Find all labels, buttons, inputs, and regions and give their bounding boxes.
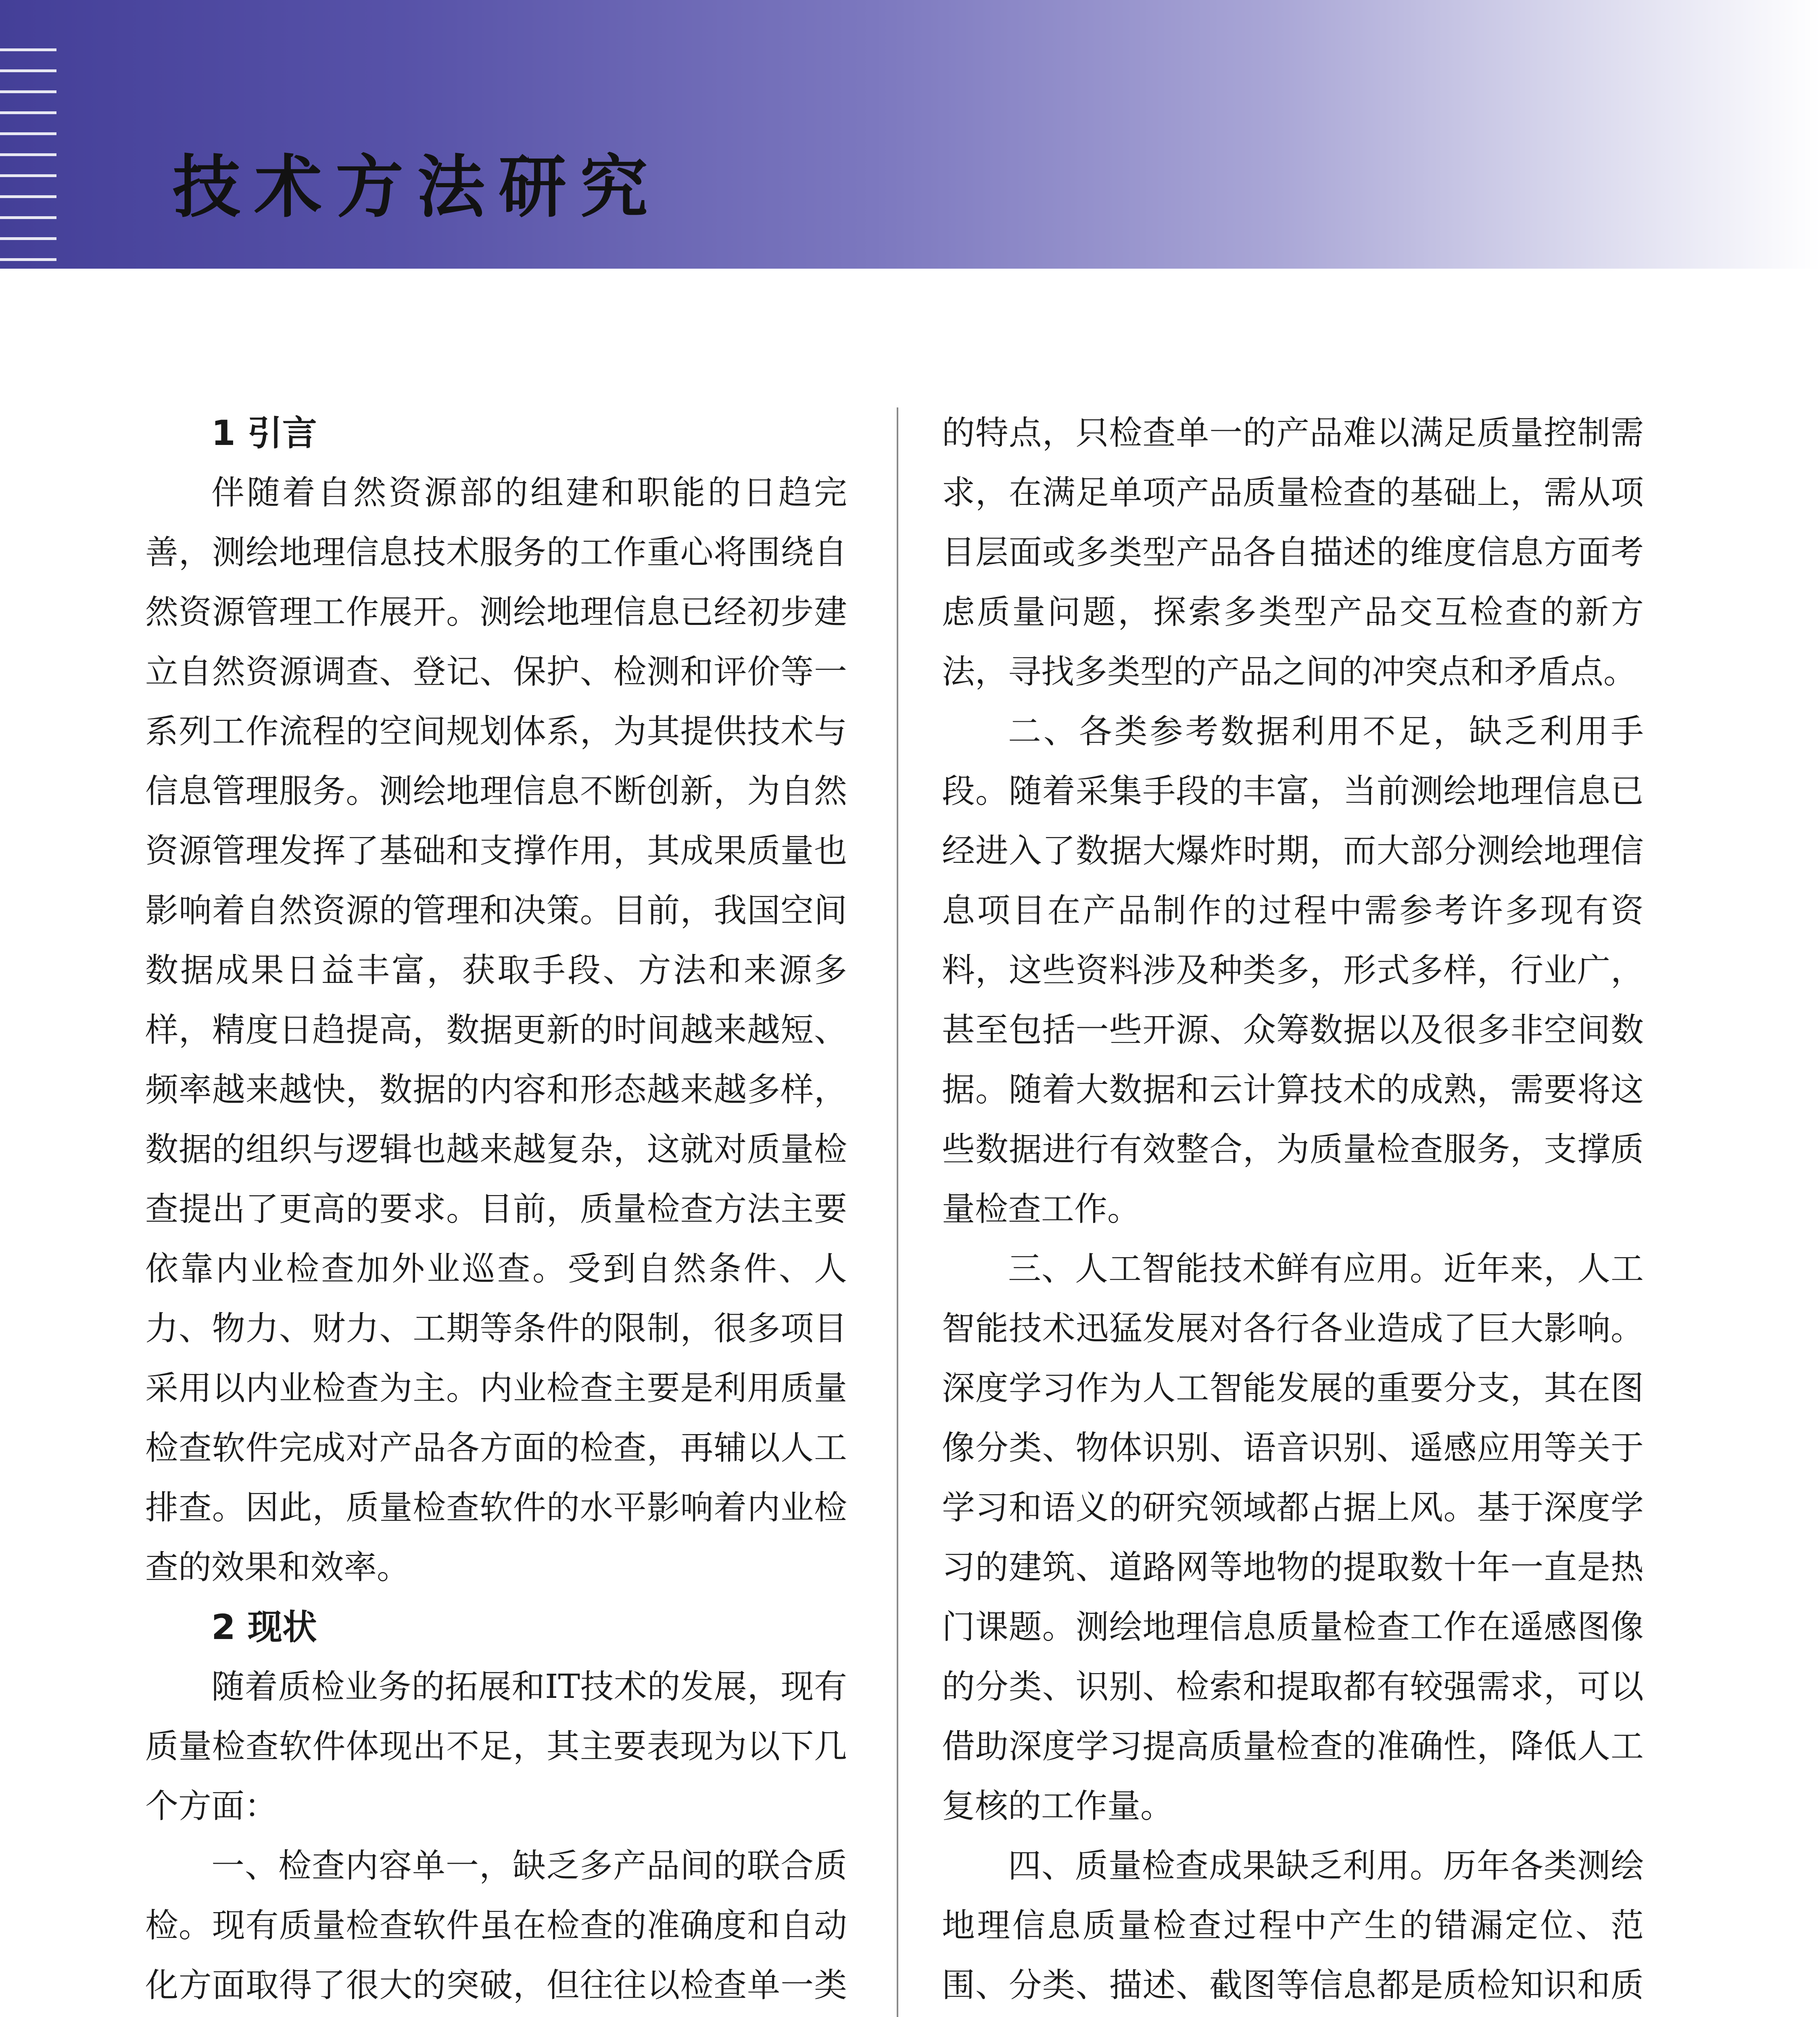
body-paragraph: 四、质量检查成果缺乏利用。历年各类测绘地理信息质量检查过程中产生的错漏定位、范围、分类、描述、截图等信息都是质检知识和质 [942, 1847, 1644, 2004]
right-column [942, 403, 1644, 2017]
section-heading: 1 引言 [211, 413, 317, 453]
body-paragraph: 三、人工智能技术鲜有应用。近年来，人工智能技术迅猛发展对各行各业造成了巨大影响。深度学习作为人工智能发展的重要分支，其在图像分类、物体识别、语音识别、遥感应用等关于学习和语义的研究领域都占据上风。基于深度学习的建筑、道路网等地物的提取数十年一直是热门课题。测绘地理信息质量检查工作在遥感图像的分类、识别、检索和提取都有较强需求，可以借助深度学习提高质量检查的准确性，降低人工复核的工作量。 [942, 1250, 1644, 1825]
body-paragraph: 二、各类参考数据利用不足，缺乏利用手段。随着采集手段的丰富，当前测绘地理信息已经进入了数据大爆炸时期，而大部分测绘地理信息项目在产品制作的过程中需参考许多现有资料，这些资料涉及种类多，形式多样，行业广，甚至包括一些开源、众筹数据以及很多非空间数据。随着大数据和云计算技术的成熟，需要将这些数据进行有效整合，为质量检查服务，支撑质量检查工作。 [942, 712, 1644, 1228]
header-banner [0, 0, 1820, 269]
body-paragraph: 伴随着自然资源部的组建和职能的日趋完善，测绘地理信息技术服务的工作重心将围绕自然资源管理工作展开。测绘地理信息已经初步建立自然资源调查、登记、保护、检测和评价等一系列工作流程的空间规划体系，为其提供技术与信息管理服务。测绘地理信息不断创新，为自然资源管理发挥了基础和支撑作用，其成果质量也影响着自然资源的管理和决策。目前，我国空间数据成果日益丰富，获取手段、方法和来源多样，精度日趋提高，数据更新的时间越来越短、频率越来越快，数据的内容和形态越来越多样，数据的组织与逻辑也越来越复杂，这就对质量检查提出了更高的要求。目前，质量检查方法主要依靠内业检查加外业巡查。受到自然条件、人力、物力、财力、工期等条件的限制，很多项目采用以内业检查为主。内业检查主要是利用质量检查软件完成对产品各方面的检查，再辅以人工排查。因此，质量检查软件的水平影响着内业检查的效果和效率。 [145, 474, 847, 1587]
section-title: 技术方法研究 [173, 148, 662, 227]
decorative-rules [0, 48, 56, 258]
body-paragraph: 一、检查内容单一，缺乏多产品间的联合质检。现有质量检查软件虽在检查的准确度和自动化方面取得了很大的突破，但往往以检查单一类 [145, 1847, 847, 2004]
column-divider [897, 407, 898, 2017]
body-paragraph: 随着质检业务的拓展和IT技术的发展，现有质量检查软件体现出不足，其主要表现为以下几个方面： [145, 1668, 847, 1825]
section-heading: 2 现状 [211, 1607, 317, 1647]
body-paragraph: 的特点，只检查单一的产品难以满足质量控制需求，在满足单项产品质量检查的基础上，需从项目层面或多类型产品各自描述的维度信息方面考虑质量问题，探索多类型产品交互检查的新方法，寻找多类型的产品之间的冲突点和矛盾点。 [942, 414, 1644, 691]
left-column [145, 403, 847, 2017]
